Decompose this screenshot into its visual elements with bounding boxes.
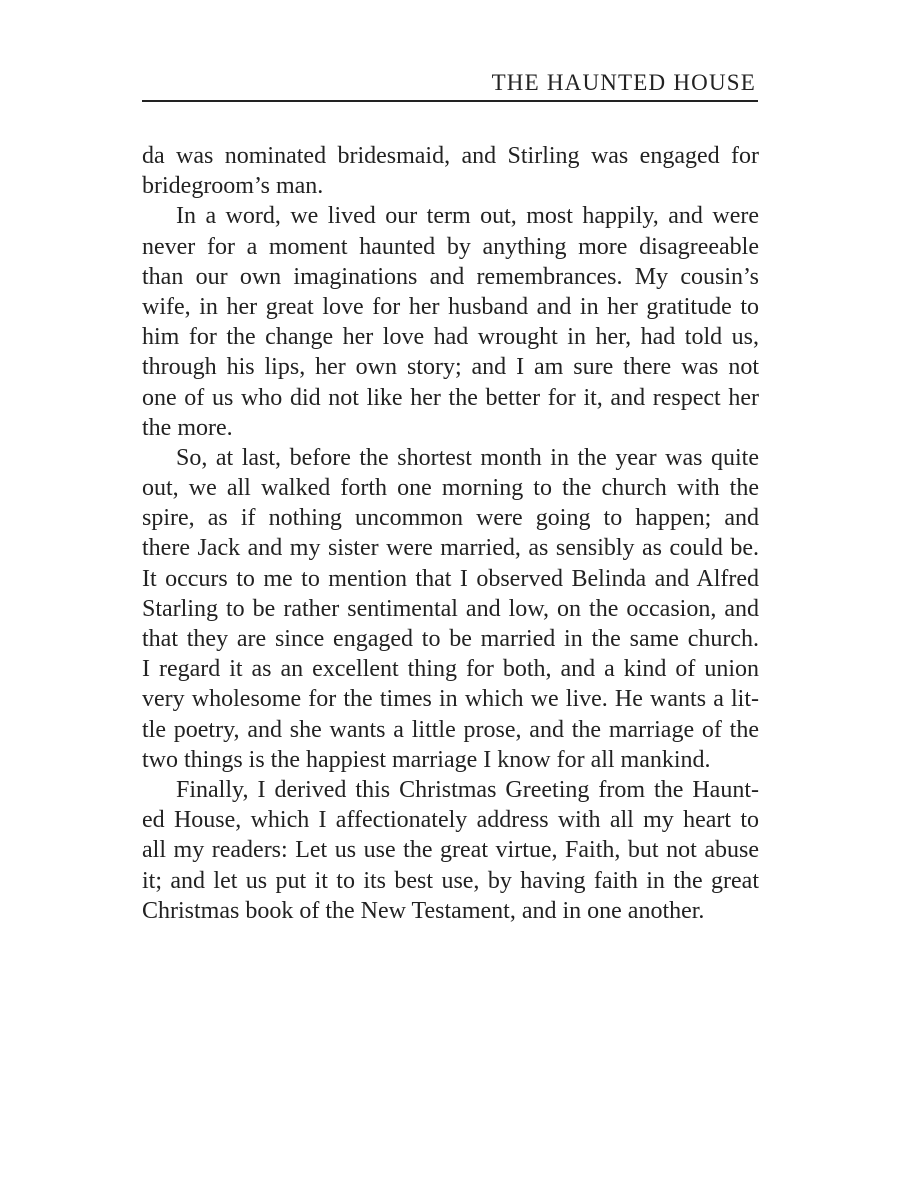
text-line: So, at last, before the shortest month in the year was quite: [176, 444, 759, 471]
text-line: there Jack and my sister were married, as sensibly as could be.: [142, 535, 759, 562]
text-line: I regard it as an excellent thing for both, and a kind of union: [142, 656, 759, 683]
text-line: da was nominated bridesmaid, and Stirling was engaged for: [142, 143, 759, 169]
text-line: very wholesome for the times in which we live. He wants a lit-: [142, 686, 759, 713]
text-line: than our own imaginations and remembrances. My cousin’s: [142, 263, 759, 290]
text-line: In a word, we lived our term out, most happily, and were: [176, 203, 759, 230]
text-line: Christmas book of the New Testament, and in one another.: [142, 897, 705, 924]
text-line: bridegroom’s man.: [142, 173, 324, 200]
text-line: It occurs to me to mention that I observed Belinda and Alfred: [142, 565, 759, 592]
text-line: tle poetry, and she wants a little prose, and the marriage of the: [142, 716, 759, 743]
paragraph: [142, 443, 759, 775]
body-text: [142, 141, 759, 926]
text-line: wife, in her great love for her husband and in her gratitude to: [142, 293, 759, 320]
text-line: never for a moment haunted by anything more disagreeable: [142, 233, 759, 260]
paragraph: [142, 201, 759, 443]
text-line: two things is the happiest marriage I know for all mankind.: [142, 746, 711, 773]
text-line: the more.: [142, 414, 233, 441]
text-line: one of us who did not like her the better for it, and respect her: [142, 384, 759, 411]
running-header: [142, 68, 758, 102]
paragraph: [142, 141, 759, 201]
text-line: that they are since engaged to be married in the same church.: [142, 626, 759, 652]
text-line: Starling to be rather sentimental and low, on the occasion, and: [142, 595, 759, 622]
text-line: him for the change her love had wrought in her, had told us,: [142, 324, 759, 351]
paragraph: [142, 775, 759, 926]
text-line: Finally, I derived this Christmas Greeting from the Haunt-: [176, 776, 759, 803]
text-line: all my readers: Let us use the great virtue, Faith, but not abuse: [142, 837, 759, 864]
text-line: ed House, which I affectionately address with all my heart to: [142, 807, 759, 834]
running-header-title: THE HAUNTED HOUSE: [491, 70, 756, 95]
text-line: out, we all walked forth one morning to the church with the: [142, 475, 759, 502]
text-line: through his lips, her own story; and I am sure there was not: [142, 354, 759, 381]
text-line: spire, as if nothing uncommon were going to happen; and: [142, 505, 759, 532]
text-line: it; and let us put it to its best use, by having faith in the great: [142, 867, 759, 894]
